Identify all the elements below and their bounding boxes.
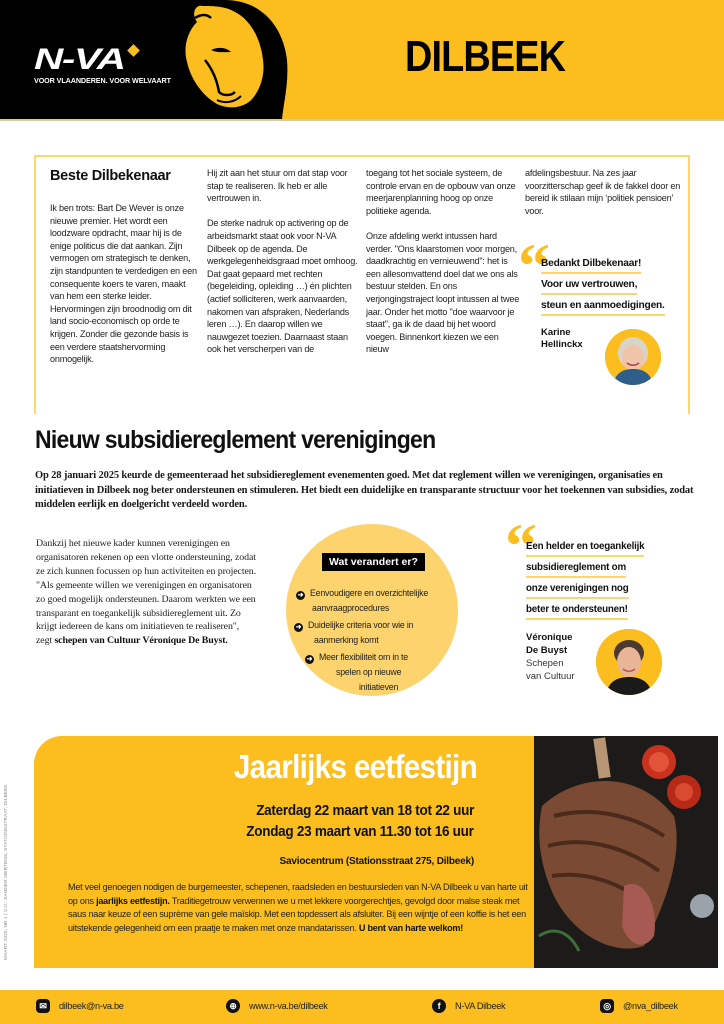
author-last-name: De Buyst (526, 645, 568, 656)
steak-image (534, 736, 718, 968)
steak-photo (534, 736, 718, 968)
event-text: Met veel genoegen nodigen de burgemeester, schepenen, raadsleden en bestuursleden van N-VA Dilbeek u van harte uit op ons (68, 882, 528, 906)
change-text: Eenvoudigere en overzichtelijke (310, 588, 429, 598)
event-date-1: Zaterdag 22 maart van 18 tot 22 uur (256, 802, 474, 819)
quote-mark-icon: “ (505, 510, 537, 581)
intro-quote (541, 258, 665, 321)
author-first-name: Véronique (526, 632, 573, 643)
nva-logo[interactable] (34, 43, 174, 86)
page-header (0, 0, 724, 120)
section-body-bold: schepen van Cultuur Véronique De Buyst. (54, 635, 228, 647)
page-title: DILBEEK (405, 32, 566, 81)
quote-line: beter te ondersteunen! (526, 604, 628, 620)
change-text: aanmerking komt (314, 635, 379, 645)
portrait-image (605, 329, 661, 385)
footer-instagram: @nva_dilbeek (623, 1001, 678, 1011)
nva-logo-text: N-VA (34, 43, 125, 76)
event-text-bold: jaarlijks eetfestijn. (96, 895, 170, 906)
footer-email-link[interactable] (36, 999, 124, 1013)
intro-column-3 (366, 167, 523, 369)
avatar-veronique (596, 629, 662, 695)
subsidy-quote (526, 541, 644, 625)
intro-paragraph: toegang tot het sociale systeem, de controle ervan en de opbouw van onze meerjarenplanning hoog op onze politieke agenda. (366, 168, 516, 216)
event-title: Jaarlijks eetfestijn (233, 748, 477, 785)
footer-website: www.n-va.be/dilbeek (249, 1001, 328, 1011)
section-title: Nieuw subsidiereglement verenigingen (35, 426, 436, 454)
footer-website-link[interactable] (226, 999, 328, 1013)
intro-paragraph: De sterke nadruk op activering op de arbeidsmarkt staat ook voor N-VA Dilbeek op de agenda. De werkgelegenheidsgraad moet omhoog. Dat gaat gepaard met rechten (begeleiding, opleiding …) én plichten (actief solliciteren, werk aanvaarden, nakomen van afspraken, Nederlands leren …). En daarop willen we nauwgezet toezien. Daarnaast staan ook het verscherpen van de (207, 218, 358, 355)
quote-line: Voor uw vertrouwen, (541, 279, 637, 295)
lion-icon (165, 0, 290, 120)
quote-mark-icon: “ (518, 230, 550, 301)
header-divider (0, 119, 724, 121)
intro-paragraph: Hij zit aan het stuur om dat stap voor stap te realiseren. Ik heb er alle vertrouwen in. (207, 168, 348, 204)
intro-column-2 (207, 167, 363, 369)
changes-tag: Wat verandert er? (322, 553, 425, 571)
footer-email: dilbeek@n-va.be (59, 1001, 124, 1011)
quote-line: subsidiereglement om (526, 562, 626, 578)
change-item (294, 618, 413, 648)
event-description (68, 881, 534, 935)
email-icon: ✉ (36, 999, 50, 1013)
instagram-icon: ◎ (600, 999, 614, 1013)
event-location: Saviocentrum (Stationsstraat 275, Dilbeek) (279, 856, 474, 867)
event-date-2: Zondag 23 maart van 11.30 tot 16 uur (246, 823, 474, 840)
intro-column-4 (525, 167, 685, 230)
quote-line: steun en aanmoedigingen. (541, 300, 665, 316)
intro-paragraph: Onze afdeling werkt intussen hard verder. "Ons klaarstomen voor morgen, daadkrachtig en vernieuwend": het is een allesomvattend doel dat we ons als bestuur stelden. En ons verjongingstraject loopt intussen al twee jaar. Onder het motto "doe waarvoor je staat", ga ik de daad bij het woord voegen. Binnenkort kiezen we een nieuw (366, 230, 520, 355)
event-text: Traditiegetrouw verwennen we u met lekkere voorgerechtjes, gevolgd door malse steak met saus naar keuze of een suprème van gele maïskip. Met een topdessert als afsluiter. Bij een wijntje of een koffie is het een uitstekende gelegenheid om een praatje te maken met onze mandatarissen. (68, 895, 526, 933)
avatar-karine (605, 329, 661, 385)
intro-column-1 (50, 202, 200, 378)
change-item (296, 586, 428, 616)
quote-line: onze verenigingen nog (526, 583, 629, 599)
author-first-name: Karine (541, 327, 571, 338)
quote-line: Bedankt Dilbekenaar! (541, 258, 641, 274)
change-text: Meer flexibiliteit om in te (319, 652, 408, 662)
portrait-image (596, 629, 662, 695)
change-text: spelen op nieuwe (336, 667, 402, 677)
quote-author (541, 327, 583, 350)
change-text: initiatieven (359, 682, 399, 692)
intro-paragraph: Ik ben trots: Bart De Wever is onze nieuwe premier. Het wordt een loodzware opdracht, maar hij is de enige politicus die dat aankan. Zijn vermogen om strategisch te denken, zijn standpunten te verdedigen en een consequente koers te varen, maakt van hem een sterke leider. Hervormingen zijn broodnodig om dit land socio-economisch op orde te krijgen. Zonder die gezonde basis is een verdere staatshervorming onmogelijk. (50, 203, 197, 365)
publisher-note: MAART 2025, NR 1 | V.U.: SANDER MERTENS, STATIONSSTRAAT, DILBEEK (4, 784, 9, 960)
footer-facebook-link[interactable] (432, 999, 505, 1013)
logo-diamond-icon (127, 44, 140, 57)
change-item (305, 650, 408, 695)
change-text: aanvraagprocedures (312, 603, 390, 613)
section-body (36, 537, 256, 648)
author-last-name: Hellinckx (541, 338, 583, 350)
intro-heading: Beste Dilbekenaar (50, 168, 171, 184)
footer-instagram-link[interactable] (600, 999, 678, 1013)
footer-facebook: N-VA Dilbeek (455, 1001, 506, 1011)
event-text-bold: U bent van harte welkom! (358, 922, 464, 933)
arrow-right-icon: ➜ (295, 624, 302, 631)
change-text: Duidelijke criteria voor wie in (308, 620, 414, 630)
facebook-icon: f (432, 999, 446, 1013)
author-role: van Cultuur (526, 671, 575, 682)
author-role: Schepen (526, 658, 564, 669)
arrow-right-icon: ➜ (297, 592, 304, 599)
logo-tagline: VOOR VLAANDEREN. VOOR WELVAART (34, 76, 171, 85)
intro-paragraph: afdelingsbestuur. Na zes jaar voorzitterschap geef ik de fakkel door en bereid ik stilaan mijn ‘politiek pensioen’ voor. (525, 168, 681, 216)
arrow-right-icon: ➜ (306, 656, 313, 663)
quote-line: Een helder en toegankelijk (526, 541, 644, 557)
quote-author (526, 631, 575, 683)
section-body-text: Dankzij het nieuwe kader kunnen verenigingen en organisatoren rekenen op een vlotte ondersteuning, zodat ze zich kunnen focussen op hun activiteiten en projecten. "Als gemeente willen we verenigingen en organisatoren zo goed mogelijk ondersteunen. Daarom werkten we een transparant en toegankelijk subsidiereglement uit. Zo krijgt iedereen de kans om initiatieven te realiseren", zegt (36, 538, 256, 647)
section-lead: Op 28 januari 2025 keurde de gemeenteraad het subsidiereglement evenementen goed. Met dat reglement willen we verenigingen, organisaties en initiatieven in Dilbeek nog beter ondersteunen en stimuleren. Het biedt een duidelijke en transparante structuur voor het toekennen van subsidies, zodat middelen eerlijk en doelgericht verdeeld worden. (35, 470, 694, 510)
globe-icon: ⊕ (226, 999, 240, 1013)
